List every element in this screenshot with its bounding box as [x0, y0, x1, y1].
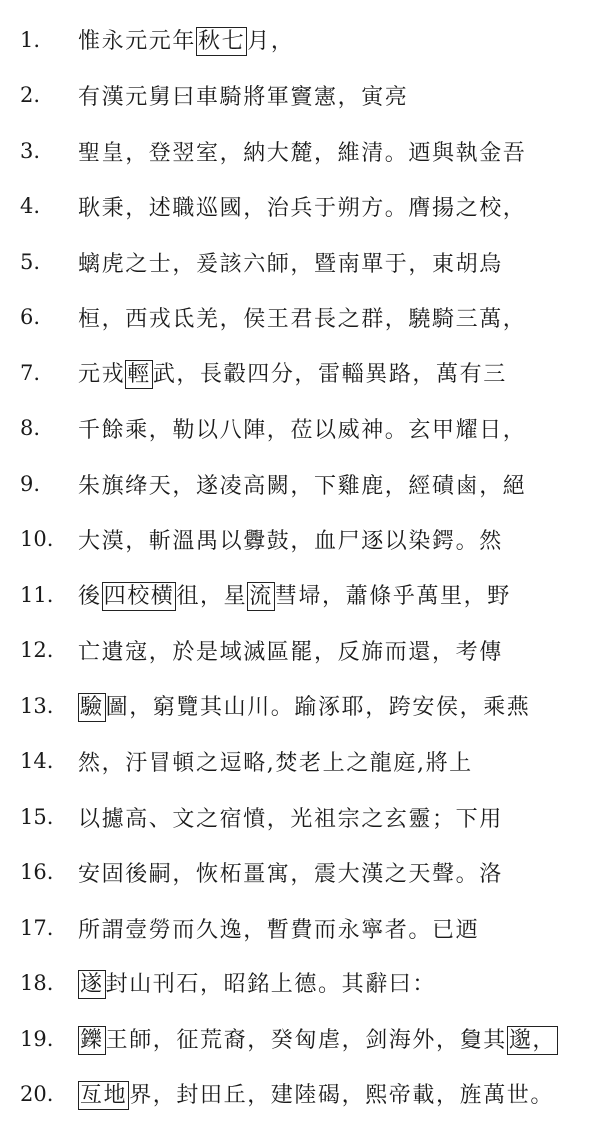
line-text [78, 524, 503, 555]
line-number: 3. [20, 139, 41, 163]
line-text [78, 635, 503, 666]
text-segment: 界，封田丘，建陸碣，熙帝載，旌萬世。 [129, 1082, 555, 1108]
line-number: 5. [20, 250, 41, 274]
line-text [78, 802, 503, 833]
line-number: 17. [20, 916, 54, 940]
line-number: 15. [20, 805, 54, 829]
text-segment: 徂，星 [176, 583, 248, 609]
text-segment: 朱旗绛天，遂凌高闕，下雞鹿，經磧鹵，絕 [78, 473, 527, 499]
text-segment: 桓，西戎氐羌，侯王君長之群，驍騎三萬， [78, 306, 527, 332]
line-number: 8. [20, 416, 41, 440]
line-number: 16. [20, 860, 54, 884]
text-segment: 聖皇，登翌室，納大麓，維清。迺與執金吾 [78, 140, 527, 166]
boxed-character: 鑠 [78, 1026, 106, 1056]
text-segment: 以攄高、文之宿憤，光祖宗之玄靈；下用 [78, 806, 503, 832]
line-number: 9. [20, 472, 41, 496]
boxed-character: 流 [247, 582, 275, 612]
line-number: 12. [20, 638, 54, 662]
text-segment: 王師，征荒裔，癸匈虐，剑海外，敻其 [105, 1027, 507, 1053]
line-number: 2. [20, 83, 41, 107]
line-text [78, 857, 503, 888]
line-text [78, 579, 511, 612]
line-text [78, 913, 479, 944]
text-segment: 然，汙冒頓之逗略,焚老上之龍庭,將上 [78, 750, 473, 776]
text-segment: 千餘乘，勒以八陣，莅以威神。玄甲耀日， [78, 417, 527, 443]
text-segment: 元戎 [78, 361, 126, 387]
line-text [78, 357, 507, 390]
line-text [78, 24, 294, 57]
boxed-character: 四校横 [102, 582, 177, 612]
text-segment: 圖，窮覽其山川。踰涿耶，跨安侯，乘燕 [105, 694, 531, 720]
boxed-character: 遂 [78, 970, 106, 1000]
line-text [78, 136, 526, 167]
text-segment: 有漢元舅曰車騎將軍竇憲，寅亮 [78, 84, 409, 110]
line-number: 11. [20, 583, 54, 607]
text-segment: 安固後嗣，恢柘畺寓，震大漢之天聲。洛 [78, 861, 503, 887]
line-number: 19. [20, 1027, 54, 1051]
text-segment: 螭虎之士，爰該六師，暨南單于，東胡烏 [78, 251, 503, 277]
line-number: 4. [20, 194, 41, 218]
line-text [78, 469, 526, 500]
line-text [78, 746, 473, 777]
line-text [78, 191, 526, 222]
boxed-character: 驗 [78, 693, 106, 723]
line-number: 18. [20, 971, 54, 995]
line-number: 14. [20, 749, 54, 773]
boxed-character: 邈， [507, 1026, 558, 1056]
line-number: 13. [20, 694, 54, 718]
line-text [78, 1023, 558, 1056]
text-segment: 亡遺寇，於是域滅區罷，反旆而還，考傳 [78, 639, 503, 665]
line-text [78, 690, 530, 723]
line-number: 10. [20, 527, 54, 551]
line-text [78, 1078, 554, 1111]
line-number: 1. [20, 28, 41, 52]
line-text [78, 247, 503, 278]
line-text [78, 413, 526, 444]
line-number: 6. [20, 305, 41, 329]
text-segment: 大漠，斬溫禺以釁鼓，血尸逐以染鍔。然 [78, 528, 503, 554]
text-segment: 封山刊石，昭銘上德。其辭曰： [105, 971, 437, 997]
text-segment: 所謂壹勞而久逸，暫費而永寧者。已迺 [78, 917, 480, 943]
line-text [78, 967, 436, 1000]
text-segment: 武，長轂四分，雷輜異路，萬有三 [152, 361, 507, 387]
line-text [78, 302, 526, 333]
text-segment: 惟永元元年 [78, 28, 197, 54]
boxed-character: 亙地 [78, 1081, 129, 1111]
boxed-character: 秋七 [196, 27, 247, 57]
line-number: 20. [20, 1082, 54, 1106]
text-segment: 後 [78, 583, 102, 609]
text-segment: 彗埽，蕭條乎萬里，野 [274, 583, 511, 609]
boxed-character: 輕 [125, 360, 153, 390]
text-segment: 耿秉，述職巡國，治兵于朔方。膺揚之校， [78, 195, 527, 221]
line-text [78, 80, 408, 111]
line-number: 7. [20, 361, 41, 385]
text-segment: 月， [247, 28, 295, 54]
